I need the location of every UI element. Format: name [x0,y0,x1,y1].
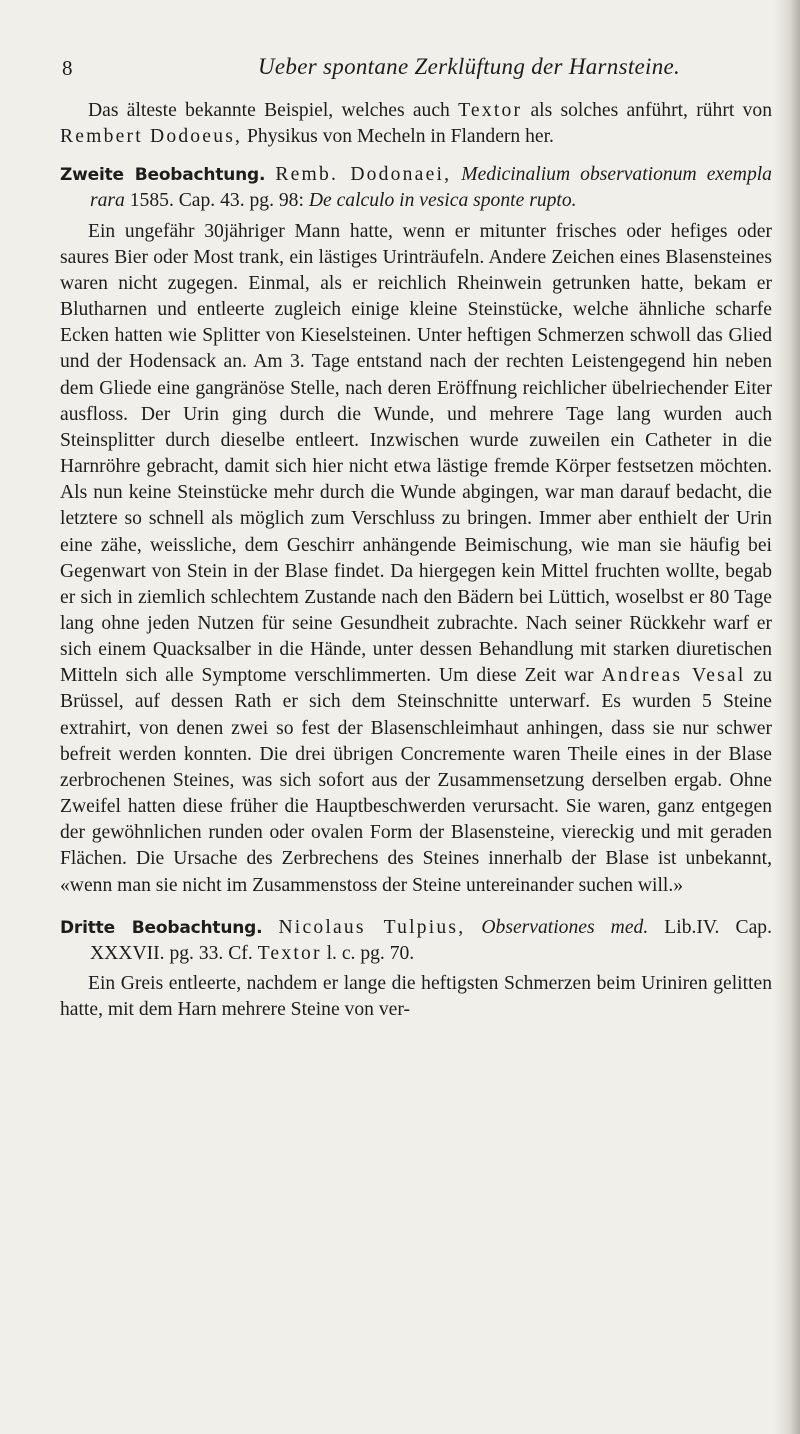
observation-heading-3 [60,915,772,967]
page-number: 8 [62,56,73,80]
author-name: Remb. Dodonaei, [275,164,452,186]
author-name: Rembert Dodoeus, [60,126,243,148]
author-name: Textor [458,100,523,121]
citation-ref: l. c. pg. 70. [321,942,415,964]
work-subject: De calculo in vesica sponte rupto. [308,190,577,212]
citation-ref: Lib.IV. Cap. XXXVII. pg. 33. Cf. [90,916,772,964]
paragraph-intro: Das älteste bekannte Beispiel, welches auch Textor als solches anführt, rührt von Rembert Dodoeus, Physikus von Mecheln in Flandern her. [60,100,772,148]
running-title: Ueber spontane Zerklüftung der Harnsteine. [258,54,681,79]
page-header [60,52,760,88]
author-name: Nicolaus Tulpius, [278,916,466,938]
observation-heading-2 [60,162,772,214]
paragraph-case-2: Ein ungefähr 30jähriger Mann hatte, wenn er mitunter frisches oder hefiges oder saures Bier oder Most trank, ein lästiges Urinträufeln. Andere Zeichen eines Blasensteines waren nicht zugegen. Einmal, als er reichlich Rheinwein getrunken hatte, bekam er Blutharnen und entleerte zugleich einige kleine Steinstücke, welche ähnliche scharfe Ecken hatten wie Splitter von Kieselsteinen. Unter heftigen Schmerzen schwoll das Glied und der Hodensack an. Am 3. Tage entstand nach der rechten Leistengegend hin neben dem Gliede eine gangränöse Stelle, nach deren Eröffnung reichlicher übelriechender Eiter ausfloss. Der Urin ging durch die Wunde, und mehrere Tage lang wurden auch Steinsplitter durch dieselbe entleert. Inzwischen wurde zuweilen ein Catheter in die Harnröhre gebracht, damit sich hier nicht etwa lästige fremde Körper festsetzen möchten. Als nun keine Steinstücke mehr durch die Wunde abgingen, war man darauf bedacht, die letztere so schnell als möglich zum Verschluss zu bringen. Immer aber enthielt der Urin eine zähe, weissliche, dem Geschirr anhängende Beimischung, wie man sie häufig bei Gegenwart von Stein in der Blase findet. Da hiergegen kein Mittel fruchten wollte, begab er sich in ziemlich schlechtem Zustande nach den Bädern bei Lüttich, woselbst er 80 Tage lang ohne jeden Nutzen für seine Gesundheit zubrachte. Nach seiner Rückkehr warf er sich einem Quacksalber in die Hände, unter dessen Behandlung mit starken diuretischen Mitteln sich alle Symptome verschlimmerten. Um diese Zeit war Andreas Vesal zu Brüssel, auf dessen Rath er sich dem Steinschnitte unterwarf. Es wurden 5 Steine extrahirt, von denen zwei so fest der Blasenschleimhaut anhingen, dass sie nur schwer befreit werden konnten. Die drei übrigen Concremente waren Theile eines in der Blase zerbrochenen Steines, was sich sofort aus der Zusammensetzung derselben ergab. Ohne Zweifel hatten diese früher die Hauptbeschwerden verursacht. Sie waren, ganz entgegen der gewöhnlichen runden oder ovalen Form der Blasensteine, viereckig und mit geraden Flächen. Die Ursache des Zerbrechens des Steines innerhalb der Blase ist unbekannt, «wenn man sie nicht im Zusammenstoss der Steine untereinander suchen will.» [60,220,772,896]
work-title: Observationes med. [481,916,649,938]
author-name: Textor [257,942,322,964]
body-text [60,98,772,1023]
section-heading: Zweite Beobachtung. [60,165,266,186]
page-edge-shadow [774,0,800,1434]
work-title: Medicinalium observationum exempla rara [90,164,772,212]
citation-ref: 1585. Cap. 43. pg. 98: [124,190,304,212]
section-heading: Dritte Beobachtung. [60,917,263,938]
author-name: Andreas Vesal [601,665,746,687]
paragraph-case-3: Ein Greis entleerte, nachdem er lange die heftigsten Schmerzen beim Uriniren gelitten hatte, mit dem Harn mehrere Steine von ver- [60,973,772,1021]
